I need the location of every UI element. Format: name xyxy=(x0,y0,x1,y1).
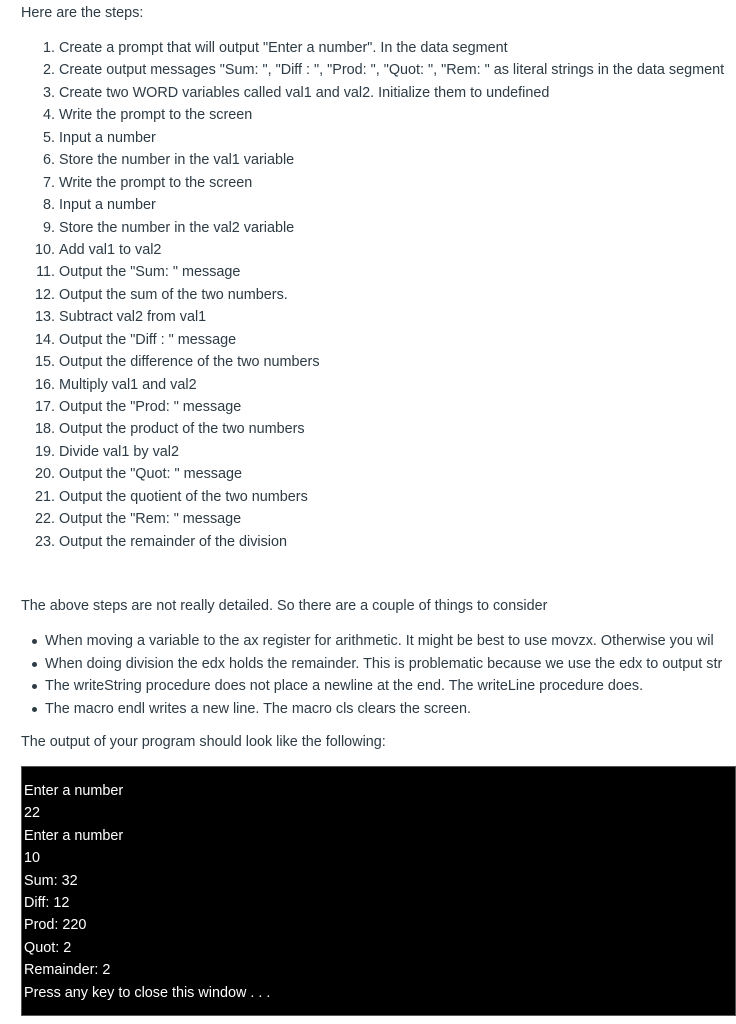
step-item: 17. Output the "Prod: " message xyxy=(59,396,736,418)
step-item: 3. Create two WORD variables called val1 and val2. Initialize them to undefined xyxy=(59,82,736,104)
step-item: 2. Create output messages "Sum: ", "Diff : ", "Prod: ", "Quot: ", "Rem: " as literal strings in the data segment xyxy=(59,59,736,81)
tip-item xyxy=(45,630,736,653)
step-item: 9. Store the number in the val2 variable xyxy=(59,217,736,239)
consider-text: The above steps are not really detailed. So there are a couple of things to consider xyxy=(21,598,548,614)
step-item: 6. Store the number in the val1 variable xyxy=(59,149,736,171)
step-item: 20. Output the "Quot: " message xyxy=(59,463,736,485)
step-item: 7. Write the prompt to the screen xyxy=(59,172,736,194)
step-item: 13. Subtract val2 from val1 xyxy=(59,306,736,328)
steps-list xyxy=(0,37,736,553)
bullet-icon xyxy=(32,684,37,689)
tip-text: When moving a variable to the ax register for arithmetic. It might be best to use movzx. Otherwise you wil xyxy=(45,633,714,649)
bullet-icon xyxy=(32,639,37,644)
step-item: 5. Input a number xyxy=(59,127,736,149)
console-line: Sum: 32 xyxy=(24,872,78,889)
step-item: 14. Output the "Diff : " message xyxy=(59,329,736,351)
console-line: 22 xyxy=(24,805,41,822)
step-item: 10. Add val1 to val2 xyxy=(59,239,736,261)
step-item: 8. Input a number xyxy=(59,194,736,216)
bullet-icon xyxy=(32,662,37,667)
step-item: 16. Multiply val1 and val2 xyxy=(59,374,736,396)
tip-text: The macro endl writes a new line. The macro cls clears the screen. xyxy=(45,700,472,717)
console-line: Enter a number xyxy=(24,783,124,799)
tip-text: When doing division the edx holds the remainder. This is problematic because we use the edx to output str xyxy=(45,655,723,672)
console-line: Prod: 220 xyxy=(24,917,87,934)
console-lines xyxy=(24,780,734,1004)
tip-item xyxy=(45,675,736,698)
intro-text: Here are the steps: xyxy=(21,5,144,21)
console-line: 10 xyxy=(24,850,41,867)
tip-item xyxy=(45,653,736,676)
console-line: Diff: 12 xyxy=(24,894,70,911)
step-item: 12. Output the sum of the two numbers. xyxy=(59,284,736,306)
console-line: Remainder: 2 xyxy=(24,962,111,979)
console-line: Press any key to close this window . . . xyxy=(24,984,271,1001)
step-item: 19. Divide val1 by val2 xyxy=(59,441,736,463)
step-item: 11. Output the "Sum: " message xyxy=(59,261,736,283)
tips-list xyxy=(0,630,736,720)
console-line: Quot: 2 xyxy=(24,939,72,956)
step-item: 18. Output the product of the two numbers xyxy=(59,418,736,440)
step-item: 22. Output the "Rem: " message xyxy=(59,508,736,530)
step-item: 23. Output the remainder of the division xyxy=(59,531,736,553)
console-output xyxy=(21,766,736,1016)
tip-text: The writeString procedure does not place a newline at the end. The writeLine procedure does. xyxy=(45,678,644,694)
step-item: 4. Write the prompt to the screen xyxy=(59,104,736,126)
console-line: Enter a number xyxy=(24,827,124,844)
tip-item xyxy=(45,698,736,721)
step-item: 21. Output the quotient of the two numbers xyxy=(59,486,736,508)
step-item: 15. Output the difference of the two numbers xyxy=(59,351,736,373)
output-label: The output of your program should look like the following: xyxy=(21,734,386,750)
bullet-icon xyxy=(32,707,37,712)
step-item: 1. Create a prompt that will output "Enter a number". In the data segment xyxy=(59,37,736,59)
